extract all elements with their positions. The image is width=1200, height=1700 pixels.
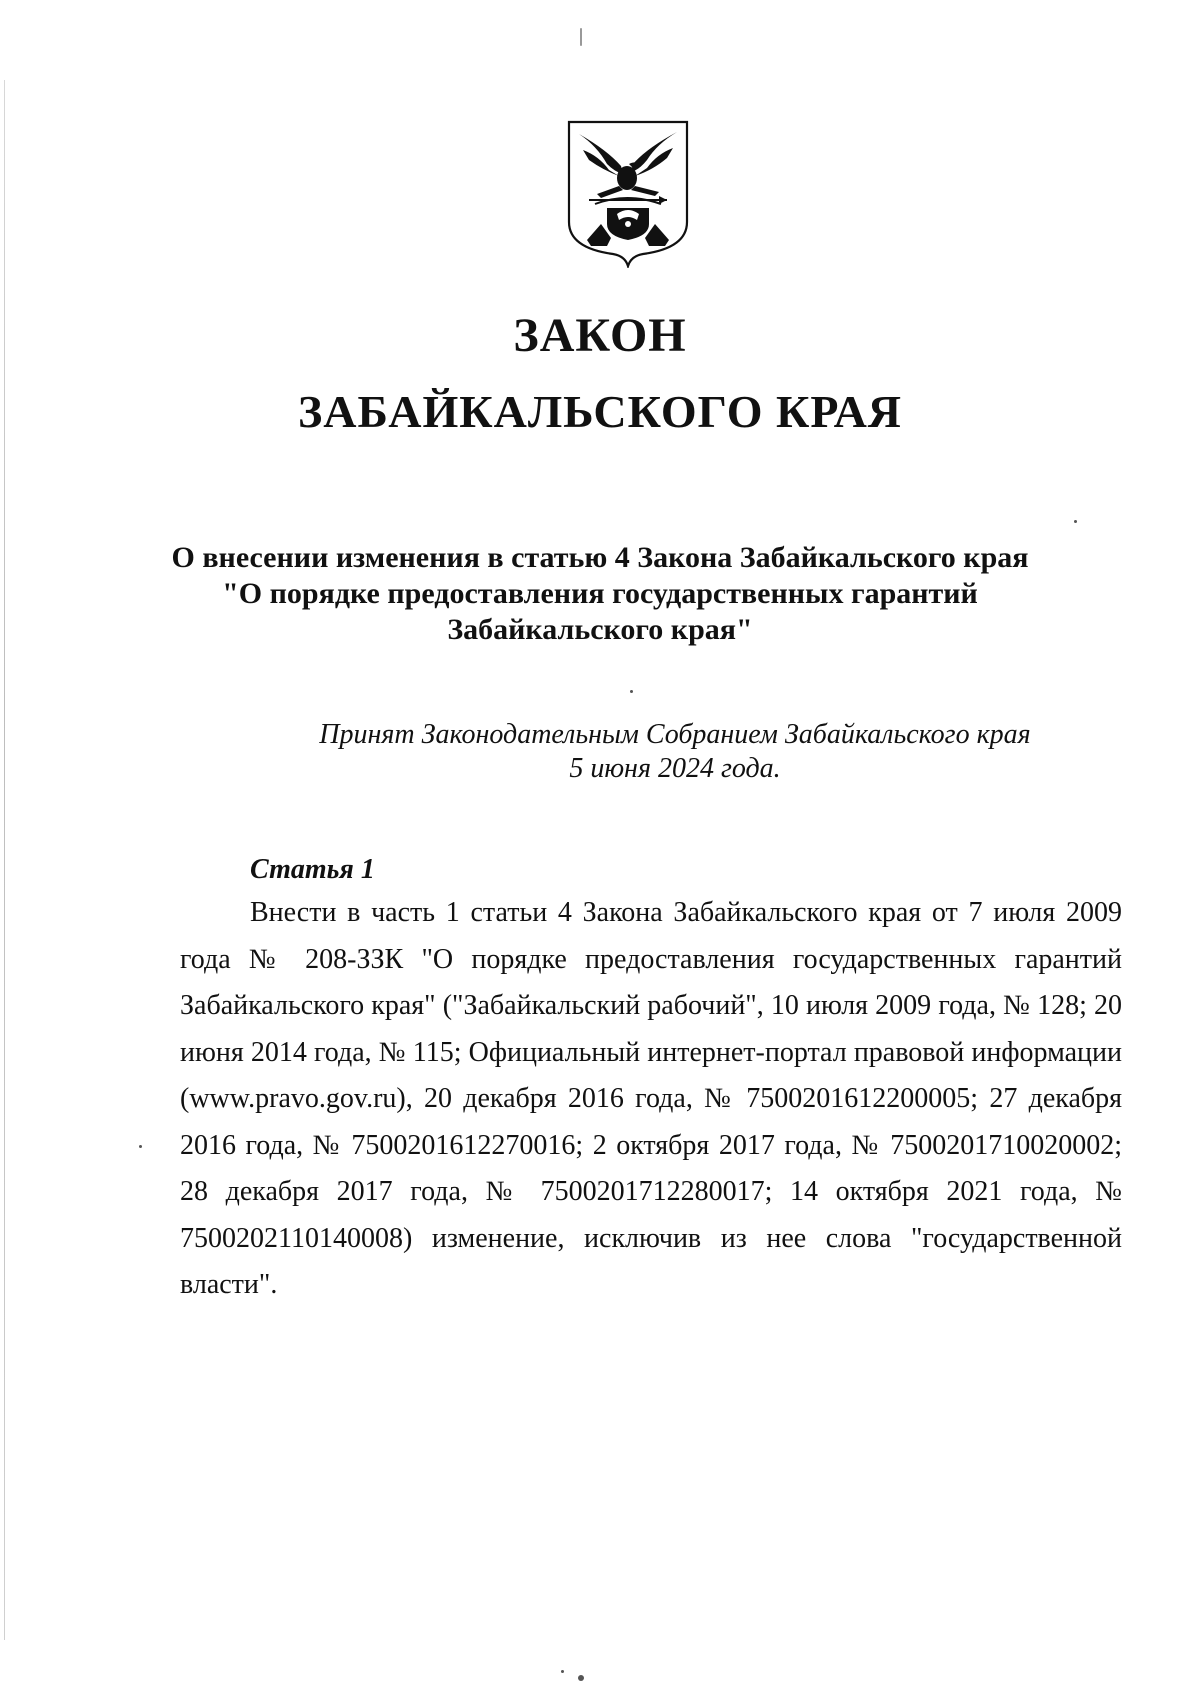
scan-speck [580,28,582,46]
scan-speck [630,690,633,693]
subject-line: О внесении изменения в статью 4 Закона Забайкальского края [171,541,1029,574]
article-body-text: Внести в часть 1 статьи 4 Закона Забайкальского края от 7 июля 2009 года № 208-ЗЗК "О порядке предоставления государственных гарантий Забайкальского края" ("Забайкальский рабочий", 10 июля 2009 года, № 128; 20 июня 2014 года, № 115; Официальный интернет-портал правовой информации (www.pravo.gov.ru), 20 декабря 2016 года, № 7500201612200005; 27 декабря 2016 года, № 7500201612270016; 2 октября 2017 года, № 7500201710020002; 28 декабря 2017 года, № 7500201712280017; 14 октября 2021 года, № 7500202110140008) изменение, исключив из нее слова "государственной власти". [180,897,1122,1300]
document-title: ЗАКОН [513,309,687,362]
adoption-note [300,718,1050,786]
subject-line: "О порядке предоставления государственных гарантий [222,577,978,610]
document-title-region: ЗАБАЙКАЛЬСКОГО КРАЯ [297,386,903,437]
scan-speck [139,1145,142,1148]
scan-speck [578,1675,584,1681]
coat-of-arms-emblem [567,120,689,268]
article-heading: Статья 1 [250,854,375,885]
scan-speck [561,1670,564,1673]
subject-line: Забайкальского края" [447,613,753,646]
scan-speck [1074,520,1077,523]
law-subject-title [150,540,1050,648]
adoption-date: 5 июня 2024 года. [569,753,781,784]
adoption-body: Принят Законодательным Собранием Забайкальского края [319,719,1031,750]
